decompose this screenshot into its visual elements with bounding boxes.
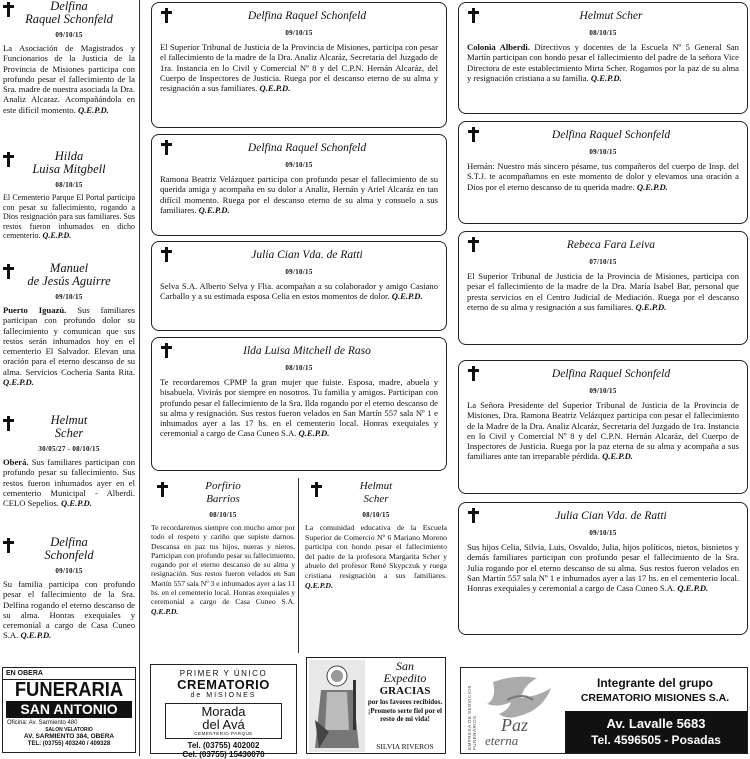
deceased-surname: Raquel Schonfeld	[25, 12, 113, 26]
column-left	[0, 0, 140, 756]
deceased-surname: Luisa Mitgbell	[32, 162, 106, 176]
ad-phone: Tel. 4596505 - Posadas	[591, 733, 721, 747]
obituary-entry	[3, 262, 135, 387]
ad-line: por los favores recibidos.	[367, 698, 443, 706]
deceased-name: Porfirio	[205, 480, 241, 492]
cross-icon	[3, 416, 14, 431]
deceased-name: Delfina Raquel Schonfeld	[551, 129, 671, 141]
entry-text: Sus hijos Celia, Silvia, Luis, Osvaldo, Julia, hijos políticos, nietos, bisnietos y demás familiares participan con profundo pesar el fallecimiento de la Sra. Julia rogando por el eterno descanso de su alma. Sus restos fueron velados en San Martín 557 sala Nº 1 e inhumados ayer a las 17 hs. en el cementerio local. Honras exequiales y ceremonial a cargo de Casa Cuneo S.A.	[467, 542, 739, 594]
deceased-surname: Scher	[363, 493, 389, 505]
deceased-name: Helmut	[50, 413, 88, 427]
cross-icon	[468, 366, 479, 381]
obituary-entry	[3, 150, 135, 241]
entry-signature: Q.E.P.D.	[636, 181, 668, 192]
entry-date: 09/10/15	[589, 387, 617, 395]
entry-signature: Q.E.P.D.	[3, 377, 34, 388]
logo-paz: Paz	[501, 715, 528, 735]
deceased-name: Manuel	[49, 261, 89, 275]
entry-date: 08/10/15	[55, 181, 83, 189]
obituary-box	[458, 360, 748, 494]
funeraria-san-antonio-ad	[2, 667, 136, 753]
deceased-name: Julia Cian Vda. de Ratti	[251, 249, 363, 261]
entry-date: 09/10/15	[285, 161, 313, 169]
cross-icon	[3, 538, 14, 553]
cross-icon	[3, 152, 14, 167]
entry-text: La Señora Presidente del Superior Tribunal de Justicia de la Provincia de Misiones, Dra. Ramona Beatriz Velázquez participa con pesar el fallecimiento de la Madre de la Dra. Analiz Alcaráz, Secretaria del Juzgado de 1ra. Instancia en lo Civil y Comercial Nº 8 y del C.P.N. Hernán Alcaráz, del Cuerpo de Inspectores de Justicia. Ruega por la paz eterna de su alma y acompaña a sus familiares ante tan irreparable pérdida.	[467, 400, 739, 462]
entry-text: Sus familiares participan con profundo dolor su fallecimiento y comunican que sus restos serán inhumados hoy en el cementerio El Salvador. Elevan una oración para el eterno descanso de su alma. Servicios Cochería Santa Rita.	[3, 305, 135, 377]
deceased-name: Delfina	[50, 535, 88, 549]
entry-signature: Q.E.P.D.	[635, 301, 667, 312]
obituary-entry	[151, 480, 295, 616]
ad-group-name: CREMATORIO MISIONES S.A.	[580, 692, 730, 704]
entry-text: La comunidad educativa de la Escuela Superior de Comercio Nº 6 Mariano Moreno participa con hondo pesar el fallecimiento del padre de la profesora Margarita Scher y abuelo del profesor René Skypczuk y ruega cristiana resignación a sus familiares.	[305, 523, 447, 580]
deceased-name: Delfina	[50, 0, 88, 13]
entry-text: Ramona Beatriz Velázquez participa con profundo pesar el fallecimiento de su querida amiga y acompaña en su dolor a Analiz, Hernán y Ariel Alcaráz en tan difícil momento. Ruega por el descanso eterno de su alma y consuelo a sus familiares.	[160, 174, 438, 215]
deceased-surname: Schonfeld	[44, 548, 94, 562]
entry-text: Su familia participa con profundo pesar el fallecimiento de la Sra. Delfina rogando el eterno descanso de su alma. Honras exequiales y ceremonial a cargo de Casa Cuneo S.A.	[3, 579, 135, 641]
cross-icon	[157, 482, 168, 497]
obituary-box	[458, 2, 748, 114]
entry-text: El Superior Tribunal de Justicia de la Provincia de Misiones, participa con pesar el fallecimiento de la madre de la Dra. Analiz Alcaráz, Secretaria del Juzgado de 1ra. Instancia en lo Civil y Comercial Nº 8 y del C.P.N. Hernán Alcaráz, del Cuerpo de Inspectores de Justicia. Ruega por el descanso eterno de su alma y resignación a sus familiares.	[160, 42, 438, 94]
cross-icon	[468, 237, 479, 252]
entry-signature: Q.E.P.D.	[259, 83, 291, 94]
deceased-name: Ilda Luisa Mitchell de Raso	[243, 345, 371, 357]
ad-address: AV. SARMIENTO 384, OBERA	[23, 733, 115, 740]
entry-signature: Q.E.P.D.	[677, 583, 709, 594]
obituary-box	[458, 231, 748, 345]
ad-location: EN OBERA	[3, 668, 135, 680]
ad-title-line1: San	[396, 659, 414, 673]
deceased-surname: Scher	[54, 426, 84, 440]
entry-date: 08/10/15	[209, 511, 237, 519]
ad-group-line: Integrante del grupo	[596, 676, 713, 690]
entry-signature: Q.E.P.D.	[602, 451, 633, 462]
deceased-name: Julia Cian Vda. de Ratti	[555, 510, 667, 522]
entry-text: Te recordaremos CPMP la gran mujer que fuiste. Esposa, madre, abuela y bisabuela. Vivirás por siempre en nosotros. Tu familia y amigos. Participan con profundo pesar el fallecimiento de la Sra. Ilda rogando por el eterno descanso de su alma y resignación. Sus restos fueron velados en San Martín 557 sala Nº 1 e inhumados ayer a las 17 hs. en el cementerio local. Honras exequiales y ceremonial a cargo de Casa Cuneo S.A.	[160, 377, 438, 439]
logo-text-line1: Morada	[201, 704, 246, 719]
ad-name: SAN ANTONIO	[6, 701, 132, 718]
cross-icon	[161, 140, 172, 155]
entry-text: La Asociación de Magistrados y Funcionarios de la Justicia de la Provincia de Misiones participa con profundo pesar el fallecimiento de la Sra. madre de nuestra asociada la Dra. Analiz Alcaraz. Acompañándola en este difícil momento.	[3, 43, 135, 115]
deceased-name: Delfina Raquel Schonfeld	[551, 368, 671, 380]
obituary-entry	[305, 480, 447, 590]
cross-icon	[3, 2, 14, 17]
entry-location: Colonia Alberdi.	[467, 42, 530, 52]
san-expedito-ad	[306, 657, 446, 754]
paz-eterna-ad	[460, 667, 748, 754]
entry-text: Te recordaremos siempre con mucho amor por todo el respeto y cariño que supiste darnos. Descansa en paz tus hijos, nueras y nietos. Participan con profundo pesar su fallecimiento, rogando por el eterno descanso de su alma y resignación. Sus restos fueron velados en San Martín 557 sala Nº 3 e inhumados ayer a las 11 hs. en el cementerio local. Honras exequiales y ceremonial a cargo de Casa Cuneo S.A.	[151, 523, 295, 607]
entry-text: El Superior Tribunal de Justicia de la Provincia de Misiones, participa con pesar el fallecimiento de la madre de la Dra. María Isabel Bar, personal que presta servicios en el Centro Judicial de Mediación. Ruega por el descanso eterno de su alma y resignación a sus familiares.	[467, 271, 739, 312]
ad-cell: Cel. (03755) 15430070	[182, 750, 265, 759]
deceased-name: Delfina Raquel Schonfeld	[247, 10, 367, 22]
entry-date: 09/10/15	[589, 529, 617, 537]
cross-icon	[161, 8, 172, 23]
ad-subtitle: de MISIONES	[190, 692, 257, 699]
column-middle	[145, 0, 450, 759]
ad-salon: SALON VELATORIO	[45, 727, 93, 733]
entry-location: Oberá.	[3, 457, 29, 467]
deceased-name: Helmut	[359, 480, 393, 492]
cross-icon	[161, 343, 172, 358]
obituary-box	[151, 2, 447, 128]
saint-illustration	[309, 660, 365, 752]
obituary-entry	[3, 536, 135, 641]
logo-text-line2: del Avá	[202, 717, 245, 732]
ad-promise: ¡Prometo serte fiel por el resto de mi vida!	[368, 707, 442, 723]
entry-text: Sus familiares participan con profundo pesar su fallecimiento. Sus restos fueron inhumados ayer en el cementerio Municipal - Alberdi. CELO Sepelios.	[3, 457, 135, 509]
entry-date: 09/10/15	[285, 268, 313, 276]
entry-date: 09/10/15	[55, 293, 83, 301]
entry-signature: Q.E.P.D.	[305, 580, 334, 590]
entry-date: 09/10/15	[589, 148, 617, 156]
entry-signature: Q.E.P.D.	[198, 204, 230, 215]
obituary-box	[151, 134, 447, 236]
ad-address: Av. Lavalle 5683	[606, 716, 706, 731]
entry-text: Directivos y docentes de la Escuela Nº 5 General San Martín participan con hondo pesar el fallecimiento del padre de la señora Vice Directora de este establecimiento Mirta Scher. Rogamos por la paz de su alma y resignación cristiana a su familia.	[467, 42, 739, 83]
deceased-name: Helmut Scher	[579, 10, 643, 22]
entry-signature: Q.E.P.D.	[590, 72, 622, 83]
entry-signature: Q.E.P.D.	[77, 104, 109, 115]
entry-date: 09/10/15	[285, 29, 313, 37]
deceased-name: Hilda	[54, 149, 84, 163]
ad-title: CREMATORIO	[177, 677, 270, 692]
entry-signature: Q.E.P.D.	[42, 231, 72, 241]
deceased-name: Rebeca Fara Leiva	[566, 239, 656, 251]
ad-phone: TEL: (03755) 403240 / 409328	[27, 741, 111, 747]
ad-contact-block	[565, 711, 747, 753]
entry-text: Selva S.A. Alberto Selva y Flia. acompañan a su colaborador y amigo Casiano Carballo y a su estimada esposa Celia en estos momentos de dolor.	[160, 281, 438, 302]
obituary-box	[458, 502, 748, 635]
ad-signature: SILVIA RIVEROS	[376, 742, 434, 751]
cross-icon	[3, 264, 14, 279]
ad-title: FUNERARIA	[14, 679, 124, 701]
ad-office: Oficina: Av. Sarmiento 480	[7, 720, 78, 726]
entry-text: El Cementerio Parque El Portal participa con pesar su fallecimiento, rogando a Dios resignación para sus familiares. Sus restos fueron inhumados en dicho cementerio.	[3, 193, 135, 241]
entry-location: Puerto Iguazú.	[3, 305, 67, 315]
entry-date: 08/10/15	[362, 511, 390, 519]
logo-caption: CEMENTERIO PARQUE	[194, 731, 253, 736]
entry-date: 08/10/15	[285, 364, 313, 372]
cross-icon	[161, 247, 172, 262]
cross-icon	[468, 8, 479, 23]
entry-signature: Q.E.P.D.	[151, 606, 179, 616]
cross-icon	[468, 508, 479, 523]
entry-date: 09/10/15	[55, 567, 83, 575]
ad-tagline: PRIMER Y ÚNICO	[179, 669, 268, 678]
obituary-box	[151, 241, 447, 331]
ad-gracias: GRACIAS	[379, 685, 431, 697]
entry-date: 09/10/15	[55, 31, 83, 39]
entry-signature: Q.E.P.D.	[61, 498, 92, 509]
logo-eterna: eterna	[485, 733, 519, 748]
obituary-entry	[3, 414, 135, 508]
cross-icon	[468, 127, 479, 142]
obituary-box	[151, 337, 447, 471]
crematorio-ad	[150, 664, 297, 759]
logo-arc-text: EMPRESA DE SERVICIOS FUNERARIOS	[467, 685, 477, 750]
entry-signature: Q.E.P.D.	[391, 291, 423, 302]
deceased-name: Delfina Raquel Schonfeld	[247, 142, 367, 154]
obituary-box	[458, 121, 748, 224]
entry-date: 08/10/15	[589, 29, 617, 37]
obituary-entry	[3, 0, 135, 115]
morada-logo	[165, 703, 282, 739]
column-divider	[298, 478, 299, 653]
entry-date: 07/10/15	[589, 258, 617, 266]
column-right	[455, 0, 750, 756]
deceased-surname: de Jesús Aguirre	[27, 274, 111, 288]
entry-signature: Q.E.P.D.	[20, 630, 52, 641]
ad-phone: Tel. (03755) 402002	[187, 741, 260, 750]
entry-signature: Q.E.P.D.	[298, 428, 330, 439]
cross-icon	[311, 482, 322, 497]
ad-title-line2: Expedito	[383, 671, 427, 685]
entry-text: Hernán: Nuestro más sincero pésame, tus compañeros del cuerpo de Insp. del S.T.J. te acompañamos en este momento de dolor y elevamos una oración a Dios por el eterno descanso de tu querida madre.	[467, 161, 739, 192]
deceased-surname: Barrios	[206, 493, 240, 505]
entry-date: 30/05/27 - 08/10/15	[38, 445, 100, 453]
